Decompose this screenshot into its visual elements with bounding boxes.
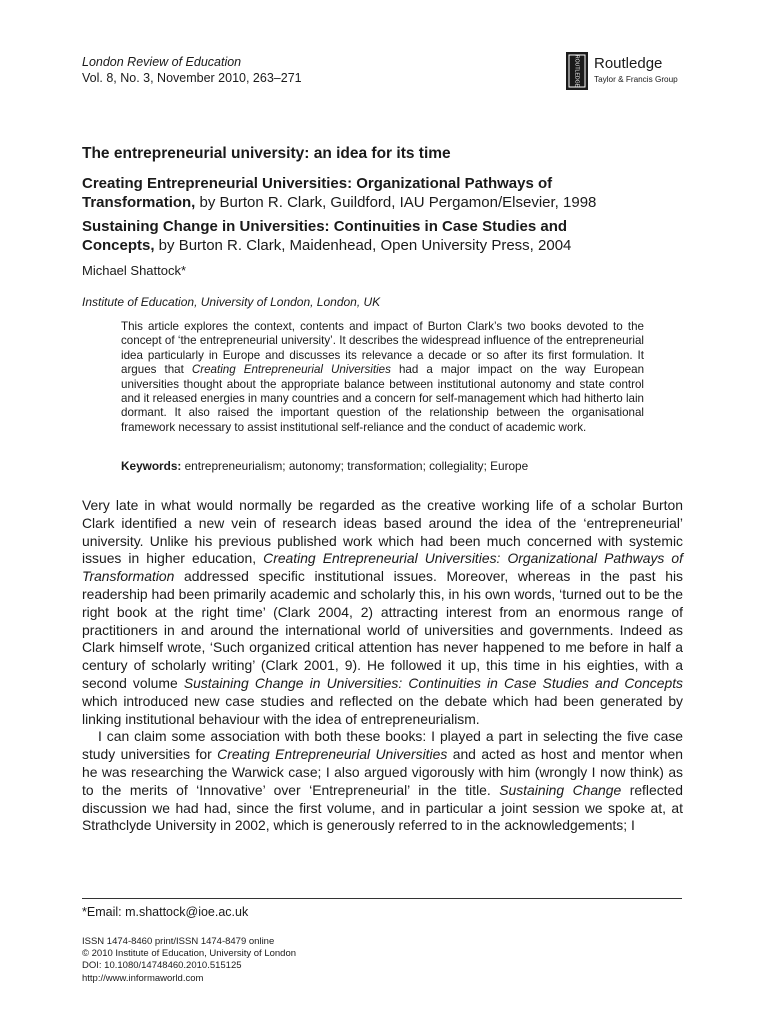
body-text — [82, 497, 683, 835]
abstract-text: had a major impact on the way European universities thought about the appropriate balance between institutional autonomy and state control and it released energies in many countries and a concern for self-management which had hitherto lain dormant. It also raised the important question of the relationship between the organisational framework necessary to assist institutional self-reliance and the conduct of academic work. — [121, 363, 645, 434]
book-details: by Burton R. Clark, Maidenhead, Open University Press, 2004 — [154, 236, 572, 254]
publisher-group: Taylor & Francis Group — [594, 75, 678, 84]
book-title: Sustaining Change in Universities: Continuities in Case Studies and Concepts, — [82, 218, 568, 254]
reviewed-book-2 — [82, 218, 642, 255]
author-name: Michael Shattock* — [82, 263, 187, 278]
publisher-name: Routledge — [594, 55, 663, 72]
book-details: by Burton R. Clark, Guildford, IAU Pergamon/Elsevier, 1998 — [195, 193, 597, 211]
paragraph-1: Very late in what would normally be regarded as the creative working life of a scholar Burton Clark identified a new vein of research ideas based around the idea of the ‘entrepreneurial’ university. Unlike his previous published work which had been much concerned with systemic issues in higher education, Creating Entrepreneurial Universities: Organizational Pathways of Transformation addressed specific institutional issues. Moreover, whereas in the past his readership had been primarily academic and scholarly this, in his own words, ‘turned out to be the right book at the right time’ (Clark 2004, 2) attracting interest from an enormous range of practitioners in and around the international world of universities and governments. Indeed as Clark himself wrote, ‘Such organized critical attention has never happened to me before in half a century of scholarly writing’ (Clark 2001, 9). He followed it up, this time in his eighties, with a second volume Sustaining Change in Universities: Continuities in Case Studies and Concepts which introduced new case studies and reflected on the debate which had been generated by linking institutional behaviour with the idea of entrepreneurialism. — [82, 497, 683, 727]
footnote-email: *Email: m.shattock@ioe.ac.uk — [82, 905, 249, 919]
article-title: The entrepreneurial university: an idea for its time — [82, 145, 451, 162]
journal-issue: Vol. 8, No. 3, November 2010, 263–271 — [82, 71, 302, 85]
publication-meta — [82, 936, 296, 985]
author-affiliation: Institute of Education, University of London, London, UK — [82, 295, 381, 309]
keywords-label: Keywords: — [121, 459, 182, 473]
book-title: Creating Entrepreneurial Universities: Organizational Pathways of Transformation, — [82, 175, 553, 211]
abstract-text: This article explores the context, contents and impact of Burton Clark’s two books devoted to the concept of ‘the entrepreneurial university’. It describes the widespread influence of the entrepreneurial idea particularly in Europe and discusses its relevance a decade or so after its first formulation. It argues that — [121, 320, 644, 377]
abstract-book-title: Creating Entrepreneurial Universities — [191, 363, 391, 377]
keywords — [121, 458, 661, 474]
copyright: © 2010 Institute of Education, University of London — [82, 948, 297, 960]
footnote-divider — [82, 898, 682, 899]
publisher-logo — [566, 52, 688, 92]
journal-name: London Review of Education — [82, 55, 242, 69]
abstract — [121, 320, 644, 435]
keywords-list: entrepreneurialism; autonomy; transformation; collegiality; Europe — [181, 459, 529, 473]
publisher-url: http://www.informaworld.com — [82, 972, 204, 984]
reviewed-book-1 — [82, 175, 642, 212]
svg-text:ROUTLEDGE: ROUTLEDGE — [573, 54, 580, 88]
paragraph-2: I can claim some association with both these books: I played a part in selecting the five case study universities for Creating Entrepreneurial Universities and acted as host and mentor when he was researching the Warwick case; I also argued vigorously with him (wrongly I now think) as to the merits of ‘Innovative’ over ‘Entrepreneurial’ in the title. Sustaining Change reflected discussion we had had, since the first volume, and in particular a joint session we spoke at, at Strathclyde University in 2002, which is generously referred to in the acknowledgements; I — [82, 728, 683, 834]
routledge-logo-icon — [566, 52, 588, 90]
issn: ISSN 1474-8460 print/ISSN 1474-8479 online — [82, 936, 275, 947]
doi: DOI: 10.1080/14748460.2010.515125 — [82, 960, 242, 972]
journal-header — [82, 54, 302, 86]
